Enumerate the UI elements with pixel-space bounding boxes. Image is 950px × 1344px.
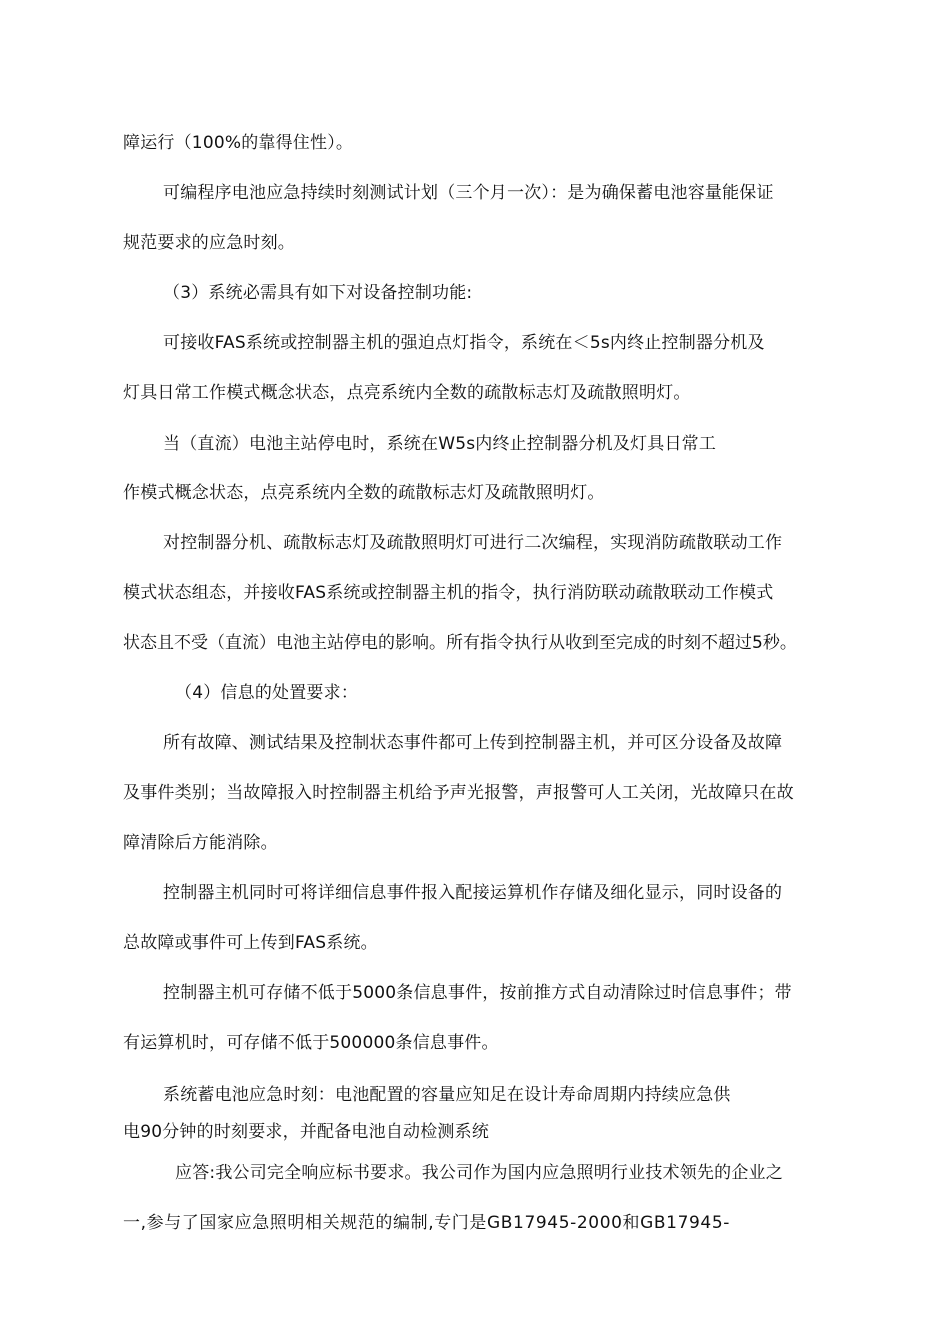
section-heading-4: （4）信息的处置要求： xyxy=(175,683,359,703)
text-line-17: 总故障或事件可上传到FAS系统。 xyxy=(123,933,378,953)
text-line-1: 障运行（100%的靠得住性）。 xyxy=(123,133,354,153)
text-line-21: 电90分钟的时刻要求，并配备电池自动检测系统 xyxy=(123,1122,490,1142)
text-line-18: 控制器主机可存储不低于5000条信息事件，按前推方式自动清除过时信息事件；带 xyxy=(163,983,792,1003)
text-line-6: 灯具日常工作模式概念状态，点亮系统内全数的疏散标志灯及疏散照明灯。 xyxy=(123,383,691,403)
text-line-3: 规范要求的应急时刻。 xyxy=(123,233,295,253)
response-line-1: 应答:我公司完全响应标书要求。我公司作为国内应急照明行业技术领先的企业之 xyxy=(175,1163,783,1183)
text-line-9: 对控制器分机、疏散标志灯及疏散照明灯可进行二次编程，实现消防疏散联动工作 xyxy=(163,533,783,553)
text-line-13: 所有故障、测试结果及控制状态事件都可上传到控制器主机，并可区分设备及故障 xyxy=(163,733,783,753)
text-line-8: 作模式概念状态，点亮系统内全数的疏散标志灯及疏散照明灯。 xyxy=(123,483,605,503)
text-line-11: 状态且不受（直流）电池主站停电的影响。所有指令执行从收到至完成的时刻不超过5秒。 xyxy=(123,633,797,653)
text-line-15: 障清除后方能消除。 xyxy=(123,833,278,853)
text-line-14: 及事件类别；当故障报入时控制器主机给予声光报警，声报警可人工关闭，光故障只在故 xyxy=(123,783,794,803)
text-line-19: 有运算机时，可存储不低于500000条信息事件。 xyxy=(123,1033,499,1053)
text-line-2: 可编程序电池应急持续时刻测试计划（三个月一次）：是为确保蓄电池容量能保证 xyxy=(163,183,774,203)
response-line-2: 一,参与了国家应急照明相关规范的编制,专门是GB17945-2000和GB17945- xyxy=(123,1213,730,1233)
section-heading-3: （3）系统必需具有如下对设备控制功能: xyxy=(163,283,473,303)
text-line-10: 模式状态组态，并接收FAS系统或控制器主机的指令，执行消防联动疏散联动工作模式 xyxy=(123,583,774,603)
text-line-7: 当（直流）电池主站停电时，系统在W5s内终止控制器分机及灯具日常工 xyxy=(163,434,717,454)
text-line-20: 系统蓄电池应急时刻：电池配置的容量应知足在设计寿命周期内持续应急供 xyxy=(163,1085,731,1105)
text-line-16: 控制器主机同时可将详细信息事件报入配接运算机作存储及细化显示，同时设备的 xyxy=(163,883,783,903)
text-line-5: 可接收FAS系统或控制器主机的强迫点灯指令，系统在＜5s内终止控制器分机及 xyxy=(163,333,765,353)
